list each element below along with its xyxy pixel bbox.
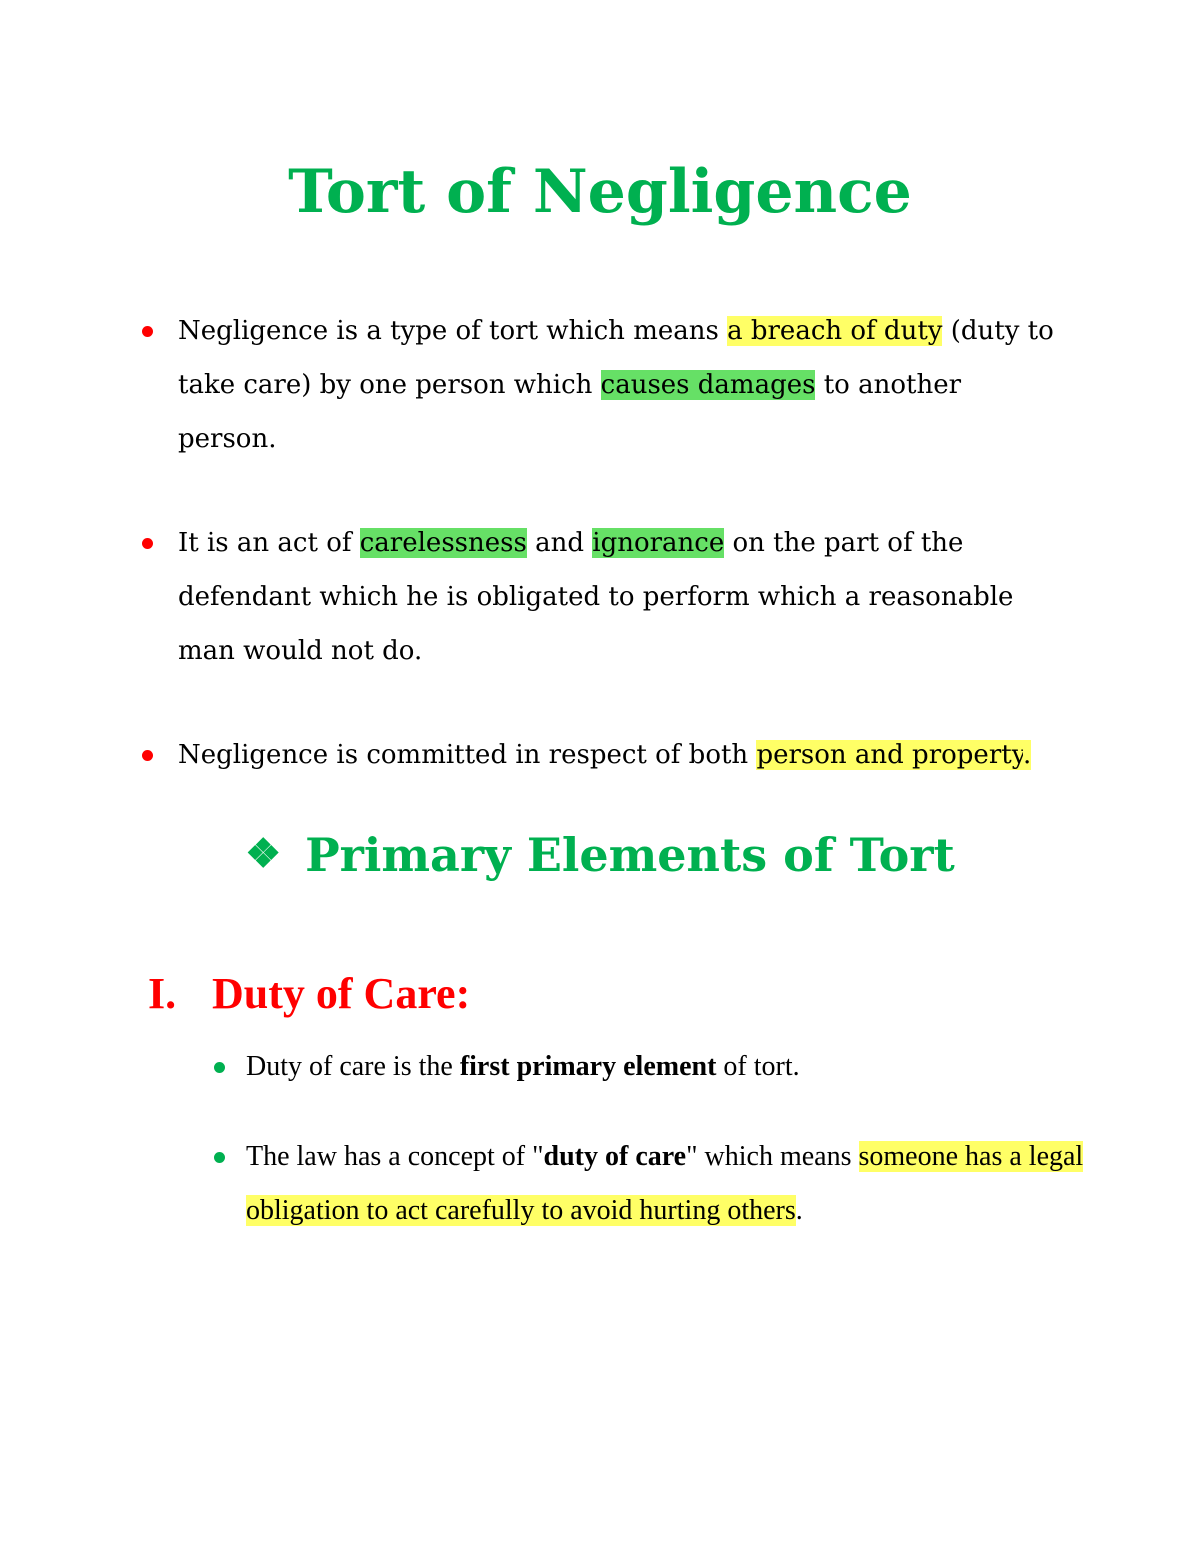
list-item xyxy=(138,728,1058,782)
red-bullet-icon xyxy=(142,326,153,337)
text-segment: . xyxy=(1022,740,1032,770)
list-item xyxy=(210,1040,1090,1094)
highlight-green: ignorance xyxy=(592,528,725,558)
bold-text: first primary element xyxy=(459,1051,717,1082)
text-segment: The law has a concept of " xyxy=(246,1141,544,1172)
green-bullet-icon xyxy=(214,1152,225,1163)
intro-bullet-list xyxy=(138,304,1058,832)
duty-of-care-bullet-list xyxy=(210,1040,1090,1274)
diamond-bullet-icon: ❖ xyxy=(245,830,282,877)
page-title: Tort of Negligence xyxy=(288,157,912,227)
roman-numeral: I. xyxy=(148,969,177,1018)
text-segment: on the part of the defendant which he is obligated to perform which a reasonable man would not do. xyxy=(178,528,1014,666)
green-bullet-icon xyxy=(214,1062,225,1073)
text-segment: to another person. xyxy=(178,370,962,454)
red-bullet-icon xyxy=(142,750,153,761)
text-segment: Negligence is committed in respect of both xyxy=(178,740,757,770)
highlight-yellow: person and property xyxy=(756,740,1023,770)
section-heading xyxy=(0,818,1200,891)
list-item xyxy=(210,1130,1090,1238)
text-segment: It is an act of xyxy=(178,528,360,558)
text-segment: of tort. xyxy=(716,1051,800,1082)
red-bullet-icon xyxy=(142,538,153,549)
element-heading xyxy=(148,962,470,1026)
highlight-yellow: someone has a legal obligation to act carefully to avoid hurting others xyxy=(246,1141,1084,1226)
highlight-green: carelessness xyxy=(359,528,527,558)
highlight-green: causes damages xyxy=(600,370,816,400)
highlight-yellow: a breach of duty xyxy=(727,316,943,346)
text-segment: and xyxy=(526,528,593,558)
text-segment: Negligence is a type of tort which means xyxy=(178,316,728,346)
list-item xyxy=(138,304,1058,466)
section-heading-text: Primary Elements of Tort xyxy=(305,828,955,882)
list-item xyxy=(138,516,1058,678)
text-segment: . xyxy=(795,1195,803,1226)
bold-text: duty of care xyxy=(543,1141,687,1172)
element-heading-text: Duty of Care: xyxy=(212,969,471,1018)
text-segment: Duty of care is the xyxy=(246,1051,460,1082)
text-segment: (duty to take care) by one person which xyxy=(178,316,1054,400)
text-segment: " which means xyxy=(686,1141,859,1172)
